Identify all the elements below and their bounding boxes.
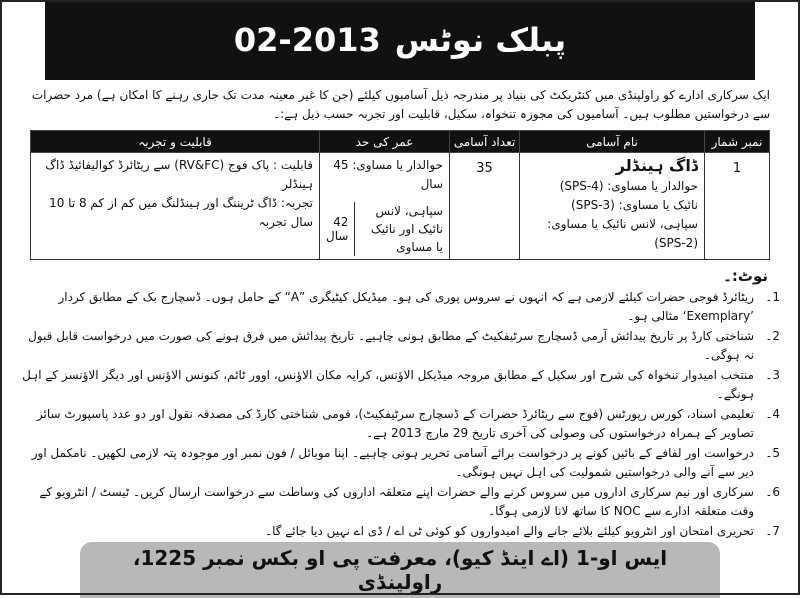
age-limit-1: حوالدار یا مساوی: 45 سال [333,158,443,191]
cell-age [320,153,450,260]
col-serial: نمبر شمار [705,131,770,153]
cell-post [520,153,705,260]
col-post: نام آسامی [520,131,705,153]
cell-qualification [31,153,320,260]
vacancy-table [30,130,770,260]
post-title: ڈاگ ہینڈلر [615,156,698,175]
cell-count: 35 [450,153,520,260]
cell-serial: 1 [705,153,770,260]
header-banner [45,0,755,80]
note-item: 4۔ تعلیمی اسناد، کورس رپورٹس (فوج سے ریٹائرڈ حضرات کے ڈسچارج سرٹیفکیٹ)، قومی شناختی کارڈ کی مصدقہ نقول اور دو عدد پاسپورٹ سائز تصاویر کے ہمراہ درخواستوں کی وصولی کی آخری تاریخ 29 مارچ 2013 ہے۔ [36,407,780,440]
intro-text: ایک سرکاری ادارے کو راولپنڈی میں کنٹریکٹ کی بنیاد پر مندرجہ ذیل آسامیوں کیلئے (جن کا غیر معینہ مدت تک جاری رہنے کا امکان ہے) مرد حضرات سے درخواستیں مطلوب ہیں۔ آسامیوں کی مجوزہ تنخواہ، سکیل، قابلیت اور تجربہ حسب ذیل ہے:۔ [31,88,770,121]
notice-number: 02-2013 [233,21,381,59]
note-item: 6۔ سرکاری اور نیم سرکاری اداروں میں سروس کرنے والے حضرات اپنے متعلقہ اداروں کی وساطت سے درخواست ارسال کریں۔ ٹیسٹ / انٹرویو کے وقت متعلقہ ادارے سے NOC کا ساتھ لانا لازمی ہوگا۔ [39,485,780,518]
note-item: 1۔ ریٹائرڈ فوجی حضرات کیلئے لازمی ہے کہ انہوں نے سروس پوری کی ہو۔ میڈیکل کیٹیگری ”A“ کے حامل ہوں۔ ڈسچارج بک کے مطابق کردار ’Exemplary‘ مثالی ہو۔ [58,290,780,323]
note-item: 5۔ درخواست اور لفافے کے بائیں کونے پر درخواست برائے آسامی تحریر ہونی چاہیے۔ اپنا موبائل / فون نمبر اور موجودہ پتہ لازمی لکھیں۔ نامکمل اور دیر سے آنے والی درخواستیں شمولیت کی اہل نہیں ہونگی۔ [31,446,780,479]
note-item: 3۔ منتخب امیدوار تنخواہ کی شرح اور سکیل کے مطابق مروجہ میڈیکل الاؤنس، کرایہ مکان الاؤنس، اوور ٹائم، کنونس الاؤنس اور دیگر الاؤنسز کے اہل ہونگے۔ [22,368,780,401]
col-age: عمر کی حد [320,131,450,153]
table-header [31,131,770,153]
qualification: قابلیت : پاک فوج (RV&FC) سے ریٹائرڈ کوالیفائیڈ ڈاگ ہینڈلر [45,158,313,191]
table-row [31,153,770,260]
notes-section [20,266,780,542]
notice-title: پبلک نوٹس [394,21,567,59]
note-item: 7۔ تحریری امتحان اور انٹرویو کیلئے بلائے جانے والے امیدواروں کو کوئی ٹی اے / ڈی اے نہیں دیا جائے گا۔ [265,524,780,538]
note-item: 2۔ شناختی کارڈ پر تاریخ پیدائش آرمی ڈسچارج سرٹیفکیٹ کے مطابق ہونی چاہیے۔ تاریخ پیدائش میں فرق ہونے کی صورت میں درخواست قابل قبول نہ ہوگی۔ [28,329,780,362]
grade-3: سپاہی، لانس نائیک یا مساوی: (SPS-2) [547,217,698,250]
age-limit-2-label: سپاہی، لانس نائیک اور نائیک یا مساوی [354,202,443,256]
grade-1: حوالدار یا مساوی: (SPS-4) [559,179,698,193]
grade-2: نائیک یا مساوی: (SPS-3) [571,198,698,212]
notes-heading: نوٹ:۔ [723,267,768,285]
experience: تجربہ: ڈاگ ٹریننگ اور ہینڈلنگ میں کم از کم 8 تا 10 سال تجربہ [49,196,313,229]
col-qualification: قابلیت و تجربہ [31,131,320,153]
age-limit-2-value: 42 سال [326,215,349,243]
col-count: تعداد آسامی [450,131,520,153]
address-footer: ایس او-1 (اے اینڈ کیو)، معرفت پی او بکس نمبر 1225، راولپنڈی [80,542,720,598]
